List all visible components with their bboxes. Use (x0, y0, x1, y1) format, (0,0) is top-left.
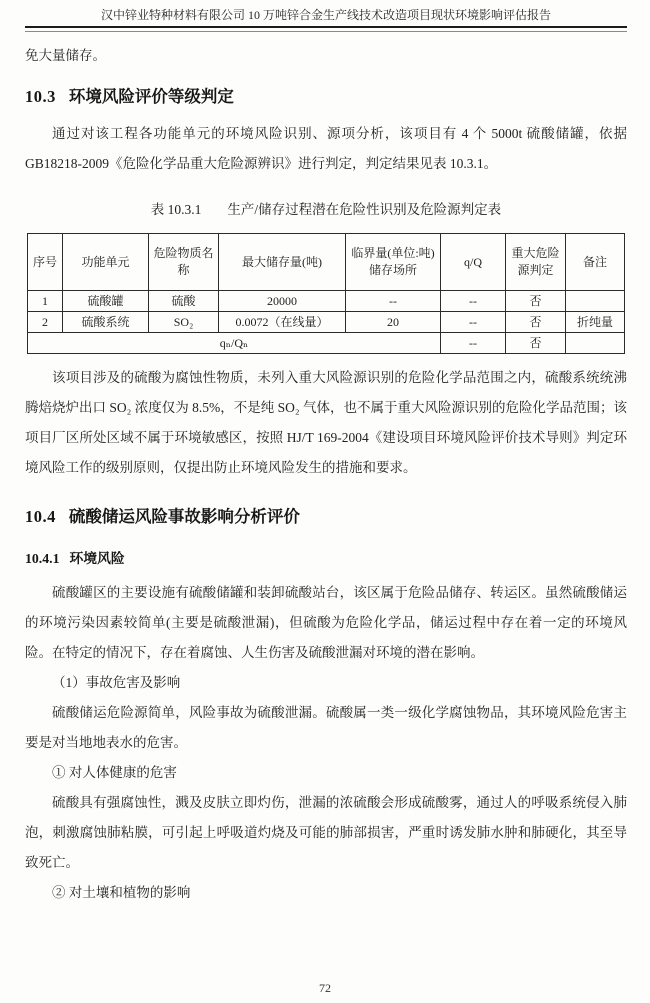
table-row (28, 312, 625, 333)
section-number: 10.3 (25, 87, 56, 106)
table-cell: 硫酸 (149, 291, 219, 312)
paragraph-accident-hazard: 硫酸储运危险源简单，风险事故为硫酸泄漏。硫酸属一类一级化学腐蚀物品，其环境风险危害主要是对当地地表水的危害。 (25, 705, 627, 750)
section-heading-10-4 (25, 504, 627, 530)
table-cell: -- (441, 291, 506, 312)
table-cell: 硫酸罐 (63, 291, 149, 312)
table-row (28, 291, 625, 312)
table-cell: 否 (506, 312, 566, 333)
paragraph-continuation: 免大量储存。 (25, 48, 106, 63)
table-header-cell: 备注 (566, 234, 625, 291)
item-heading-soil-plants: ② 对土壤和植物的影响 (52, 885, 191, 900)
table-caption-label: 表 10.3.1 (150, 202, 202, 217)
hazard-identification-table (27, 233, 625, 354)
section-number: 10.4 (25, 507, 56, 526)
table-header-cell: 重大危险源判定 (506, 234, 566, 291)
table-cell: 硫酸系统 (63, 312, 149, 333)
table-cell: 否 (506, 333, 566, 354)
table-cell: 20000 (219, 291, 346, 312)
table-header-cell: 危险物质名称 (149, 234, 219, 291)
paragraph-10-3-intro: 通过对该工程各功能单元的环境风险识别、源项分析，该项目有 4 个 5000t 硫酸储罐，依据 GB18218-2009《危险化学品重大危险源辨识》进行判定，判定结果见表 10.3.1。 (25, 126, 627, 171)
item-heading-human-health: ① 对人体健康的危害 (52, 765, 177, 780)
running-header (25, 0, 627, 23)
table-header-row (28, 234, 625, 291)
table-header-cell: 最大储存量(吨) (219, 234, 346, 291)
paragraph-human-health: 硫酸具有强腐蚀性，溅及皮肤立即灼伤，泄漏的浓硫酸会形成硫酸雾，通过人的呼吸系统侵入肺泡，刺激腐蚀肺粘膜，可引起上呼吸道灼烧及可能的肺部损害，严重时诱发肺水肿和肺硬化，其至导致死亡。 (25, 795, 627, 870)
table-cell: 否 (506, 291, 566, 312)
table-header-cell: q/Q (441, 234, 506, 291)
section-heading-10-3 (25, 84, 627, 110)
table-cell: -- (441, 333, 506, 354)
table-cell-qn-qn: qₙ/Qₙ (28, 333, 441, 354)
table-caption (25, 200, 627, 220)
table-cell: 2 (28, 312, 63, 333)
item-heading-accident-hazard: （1）事故危害及影响 (52, 675, 181, 690)
subsection-number: 10.4.1 (25, 551, 60, 566)
page-number: 72 (319, 981, 331, 995)
table-cell: SO₂ (149, 312, 219, 333)
subsection-title: 环境风险 (69, 551, 125, 566)
running-header-title: 汉中锌业特种材料有限公司 10 万吨锌合金生产线技术改造项目现状环境影响评估报告 (100, 8, 551, 22)
table-cell (566, 333, 625, 354)
table-header-cell: 序号 (28, 234, 63, 291)
table-header-cell: 临界量(单位:吨)储存场所 (346, 234, 441, 291)
table-cell: -- (346, 291, 441, 312)
section-title: 环境风险评价等级判定 (68, 87, 234, 106)
table-header-cell: 功能单元 (63, 234, 149, 291)
table-cell: 20 (346, 312, 441, 333)
section-title: 硫酸储运风险事故影响分析评价 (68, 507, 300, 526)
paragraph-10-3-conclusion: 该项目涉及的硫酸为腐蚀性物质，未列入重大风险源识别的危险化学品范围之内，硫酸系统统沸腾焙烧炉出口 SO₂ 浓度仅为 8.5%，不是纯 SO₂ 气体，也不属于重大风险源识别的危险化学品范围；该项目厂区所处区域不属于环境敏感区，按照 HJ/T 169-2004《建设项目环境风险评价技术导则》判定环境风险工作的级别原则，仅提出防止环境风险发生的措施和要求。 (25, 370, 627, 475)
table-cell: 折纯量 (566, 312, 625, 333)
paragraph-environmental-risk: 硫酸罐区的主要设施有硫酸储罐和装卸硫酸站台，该区属于危险品储存、转运区。虽然硫酸储运的环境污染因素较简单(主要是硫酸泄漏)，但硫酸为危险化学品，储运过程中存在着一定的环境风险。在特定的情况下，存在着腐蚀、人生伤害及硫酸泄漏对环境的潜在影响。 (25, 585, 627, 660)
table-cell: -- (441, 312, 506, 333)
table-cell: 1 (28, 291, 63, 312)
table-cell (566, 291, 625, 312)
subsection-heading-10-4-1 (25, 549, 627, 569)
table-caption-title: 生产/储存过程潜在危险性识别及危险源判定表 (227, 202, 502, 217)
header-rule (25, 26, 627, 32)
table-cell: 0.0072（在线量） (219, 312, 346, 333)
table-summary-row (28, 333, 625, 354)
